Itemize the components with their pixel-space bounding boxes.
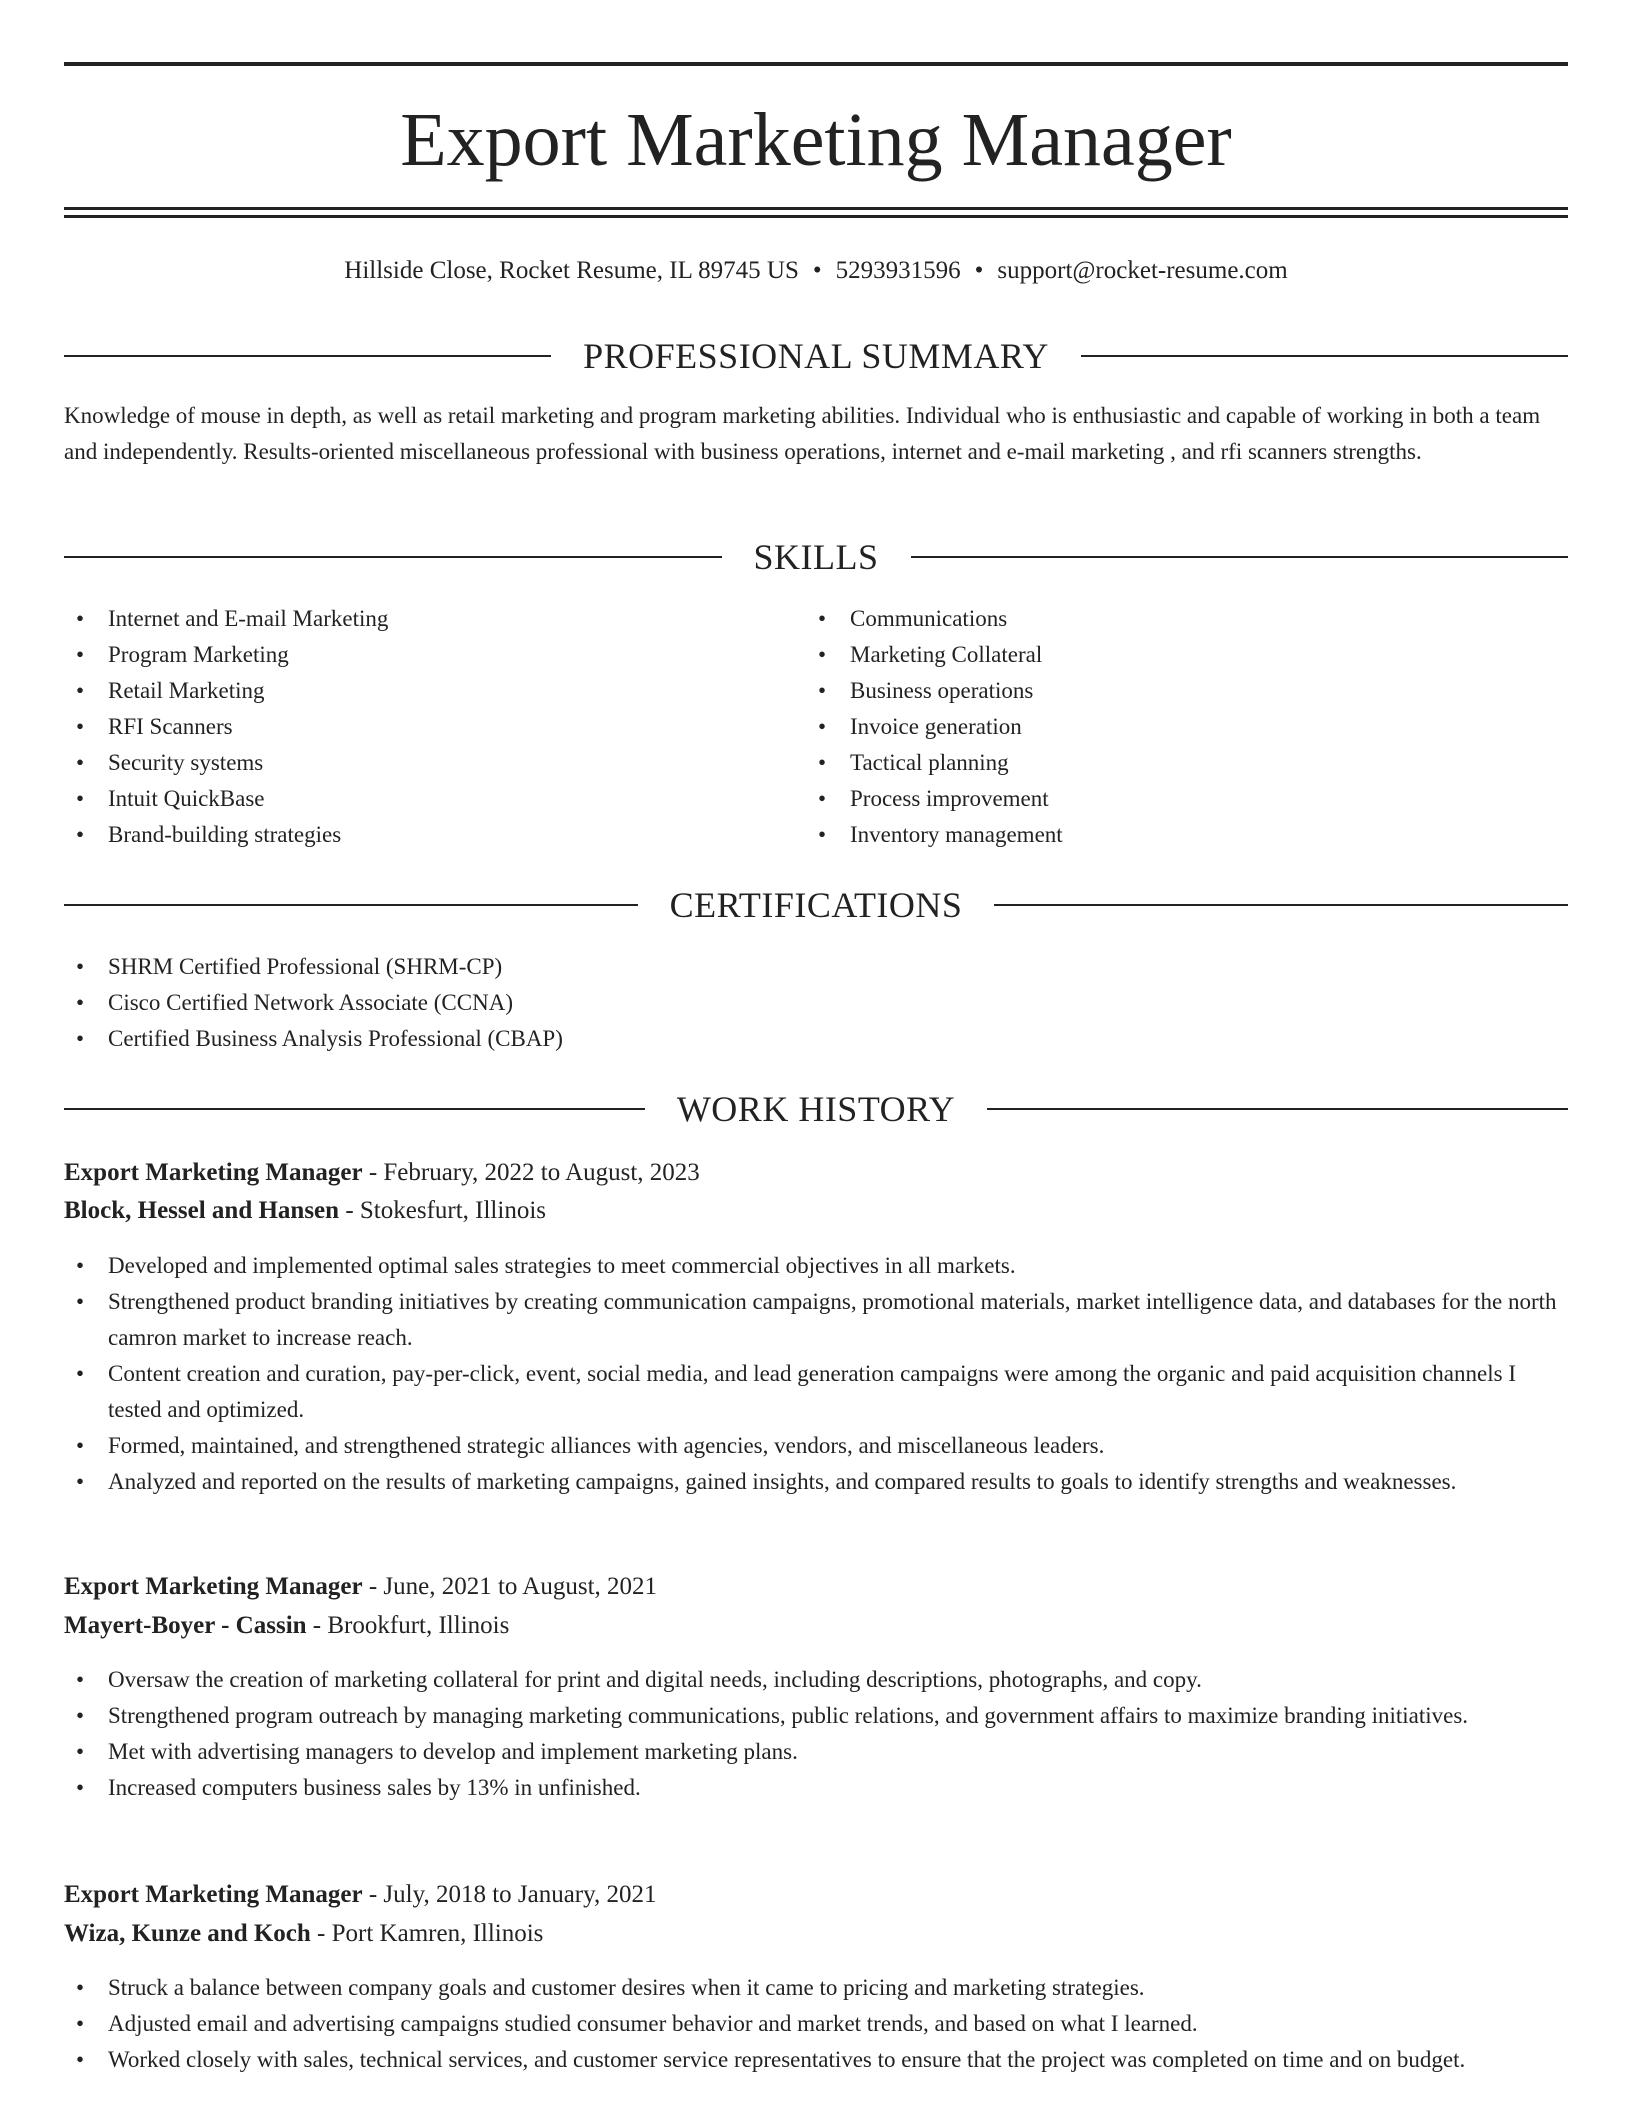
heading-rule <box>64 355 551 357</box>
dash: - <box>317 1920 326 1947</box>
list-item: • RFI Scanners <box>64 709 764 745</box>
job-company: Block, Hessel and Hansen <box>64 1197 340 1224</box>
list-item: • Communications <box>806 601 1506 637</box>
job-duties-list <box>64 1970 1568 2078</box>
job-duties-list <box>64 1662 1568 1806</box>
job-dates: June, 2021 to August, 2021 <box>383 1573 658 1600</box>
heading-rule <box>64 556 722 558</box>
list-item: • Formed, maintained, and strengthened strategic alliances with agencies, vendors, and miscellaneous leaders. <box>64 1428 1568 1464</box>
heading-rule <box>911 556 1569 558</box>
job-location: Stokesfurt, Illinois <box>359 1197 546 1224</box>
contact-separator: • <box>974 257 984 284</box>
dash: - <box>368 1573 378 1600</box>
job-company: Mayert-Boyer - Cassin <box>64 1612 307 1639</box>
list-item: • Oversaw the creation of marketing collateral for print and digital needs, including descriptions, photographs, and copy. <box>64 1662 1568 1698</box>
contact-line <box>64 254 1568 288</box>
job-duties-list <box>64 1248 1568 1500</box>
job-title: Export Marketing Manager <box>64 1159 363 1186</box>
list-item: • Inventory management <box>806 817 1506 853</box>
job-title-line <box>64 1570 1568 1604</box>
section-heading-summary <box>64 334 1568 378</box>
heading-rule <box>1081 355 1568 357</box>
list-item: • Internet and E-mail Marketing <box>64 601 764 637</box>
list-item: • Process improvement <box>806 781 1506 817</box>
dash: - <box>345 1197 354 1224</box>
header-double-rule-upper <box>64 207 1568 210</box>
section-heading-certifications <box>64 883 1568 927</box>
heading-rule <box>994 904 1568 906</box>
section-title: WORK HISTORY <box>676 1089 956 1129</box>
section-heading-work-history <box>64 1087 1568 1131</box>
dash: - <box>312 1612 322 1639</box>
list-item: • Program Marketing <box>64 637 764 673</box>
certifications-list <box>64 949 1064 1057</box>
list-item: • Security systems <box>64 745 764 781</box>
list-item: • Retail Marketing <box>64 673 764 709</box>
list-item: • Cisco Certified Network Associate (CCNA) <box>64 985 1064 1021</box>
list-item: • SHRM Certified Professional (SHRM-CP) <box>64 949 1064 985</box>
list-item: • Developed and implemented optimal sales strategies to meet commercial objectives in all markets. <box>64 1248 1568 1284</box>
job-company-line <box>64 1917 1568 1951</box>
contact-separator: • <box>812 257 822 284</box>
job-company-line <box>64 1194 1568 1228</box>
job-title-line <box>64 1156 1568 1190</box>
list-item: • Tactical planning <box>806 745 1506 781</box>
job-company: Wiza, Kunze and Koch <box>64 1920 311 1947</box>
list-item: • Marketing Collateral <box>806 637 1506 673</box>
list-item: • Brand-building strategies <box>64 817 764 853</box>
list-item: • Certified Business Analysis Professional (CBAP) <box>64 1021 1064 1057</box>
header-top-rule <box>64 62 1568 66</box>
section-title: CERTIFICATIONS <box>669 885 963 925</box>
job-location: Brookfurt, Illinois <box>327 1612 510 1639</box>
job-location: Port Kamren, Illinois <box>331 1920 544 1947</box>
job-title: Export Marketing Manager <box>64 1881 363 1908</box>
contact-address: Hillside Close, Rocket Resume, IL 89745 US <box>344 257 799 284</box>
heading-rule <box>987 1108 1568 1110</box>
list-item: • Intuit QuickBase <box>64 781 764 817</box>
heading-rule <box>64 904 638 906</box>
job-title-line <box>64 1878 1568 1912</box>
resume-title: Export Marketing Manager <box>400 98 1232 182</box>
list-item: • Increased computers business sales by 13% in unfinished. <box>64 1770 1568 1806</box>
job-title: Export Marketing Manager <box>64 1573 363 1600</box>
heading-rule <box>64 1108 645 1110</box>
job-company-line <box>64 1609 1568 1643</box>
section-heading-skills <box>64 535 1568 579</box>
list-item: • Strengthened product branding initiatives by creating communication campaigns, promotional materials, market intelligence data, and databases for the north camron market to increase reach. <box>64 1284 1568 1356</box>
list-item: • Analyzed and reported on the results of marketing campaigns, gained insights, and compared results to goals to identify strengths and weaknesses. <box>64 1464 1568 1500</box>
list-item: • Met with advertising managers to develop and implement marketing plans. <box>64 1734 1568 1770</box>
section-title: SKILLS <box>753 537 879 577</box>
list-item: • Adjusted email and advertising campaigns studied consumer behavior and market trends, and based on what I learned. <box>64 2006 1568 2042</box>
dash: - <box>368 1881 378 1908</box>
job-dates: February, 2022 to August, 2023 <box>383 1159 700 1186</box>
section-title: PROFESSIONAL SUMMARY <box>583 336 1049 376</box>
list-item: • Content creation and curation, pay-per-click, event, social media, and lead generation campaigns were among the organic and paid acquisition channels I tested and optimized. <box>64 1356 1568 1428</box>
list-item: • Struck a balance between company goals and customer desires when it came to pricing and marketing strategies. <box>64 1970 1568 2006</box>
header-double-rule-lower <box>64 215 1568 218</box>
skills-list-right <box>806 601 1506 853</box>
contact-email: support@rocket-resume.com <box>997 257 1288 284</box>
list-item: • Business operations <box>806 673 1506 709</box>
job-dates: July, 2018 to January, 2021 <box>383 1881 657 1908</box>
dash: - <box>368 1159 378 1186</box>
contact-phone: 5293931596 <box>835 257 961 284</box>
summary-text: Knowledge of mouse in depth, as well as retail marketing and program marketing abilities. Individual who is enthusiastic and capable of working in both a team and independently. Results-oriented miscellaneous professional with business operations, internet and e-mail marketing , and rfi scanners strengths. <box>64 403 1541 464</box>
list-item: • Invoice generation <box>806 709 1506 745</box>
list-item: • Worked closely with sales, technical services, and customer service representatives to ensure that the project was completed on time and on budget. <box>64 2042 1568 2078</box>
list-item: • Strengthened program outreach by managing marketing communications, public relations, and government affairs to maximize branding initiatives. <box>64 1698 1568 1734</box>
skills-list-left <box>64 601 764 853</box>
